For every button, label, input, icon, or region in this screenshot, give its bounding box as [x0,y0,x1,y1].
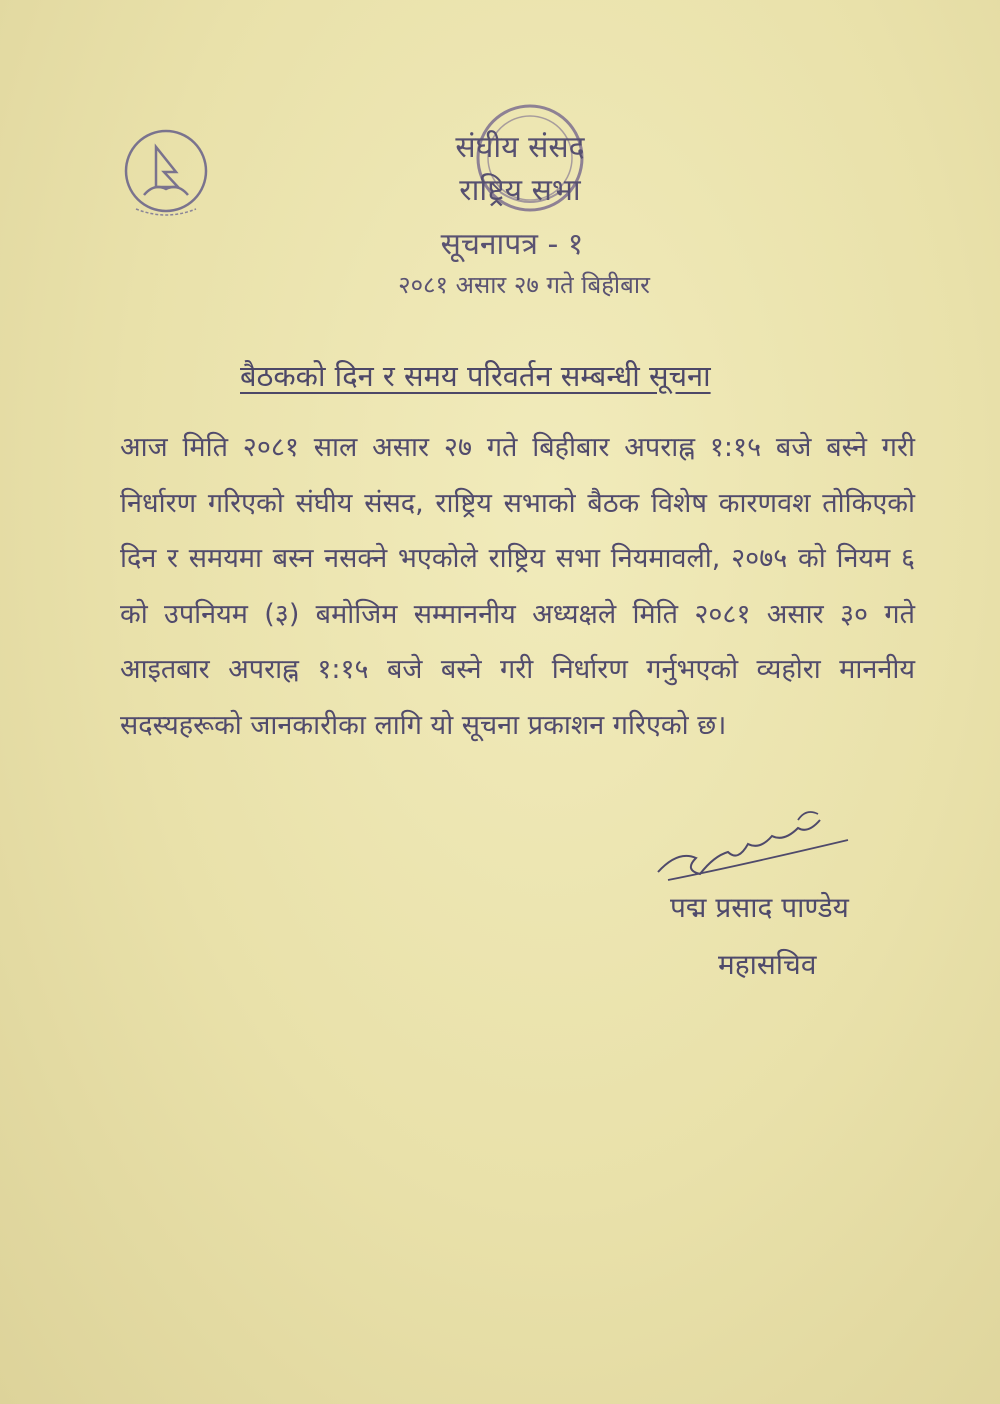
house-name: राष्ट्रिय सभा [459,173,581,208]
organization-name: संघीय संसद [455,130,585,165]
signatory-title: महासचिव [718,948,817,981]
notice-date: २०८१ असार २७ गते बिहीबार [398,271,650,299]
signatory-name: पद्म प्रसाद पाण्डेय [670,891,849,924]
handwritten-signature-icon [648,800,863,890]
notice-subject: बैठकको दिन र समय परिवर्तन सम्बन्धी सूचना [240,359,711,393]
notice-number: सूचनापत्र - १ [440,227,584,262]
notice-body: आज मिति २०८१ साल असार २७ गते बिहीबार अपराह्न १:१५ बजे बस्ने गरी निर्धारण गरिएको संघीय संसद, राष्ट्रिय सभाको बैठक विशेष कारणवश तोकिएको दिन र समयमा बस्न नसक्ने भएकोले राष्ट्रिय सभा नियमावली, २०७५ को नियम ६ को उपनियम (३) बमोजिम सम्माननीय अध्यक्षले मिति २०८१ असार ३० गते आइतबार अपराह्न १:१५ बजे बस्ने गरी निर्धारण गर्नुभएको व्यहोरा माननीय सदस्यहरूको जानकारीका लागि यो सूचना प्रकाशन गरिएको छ। [120,432,915,741]
